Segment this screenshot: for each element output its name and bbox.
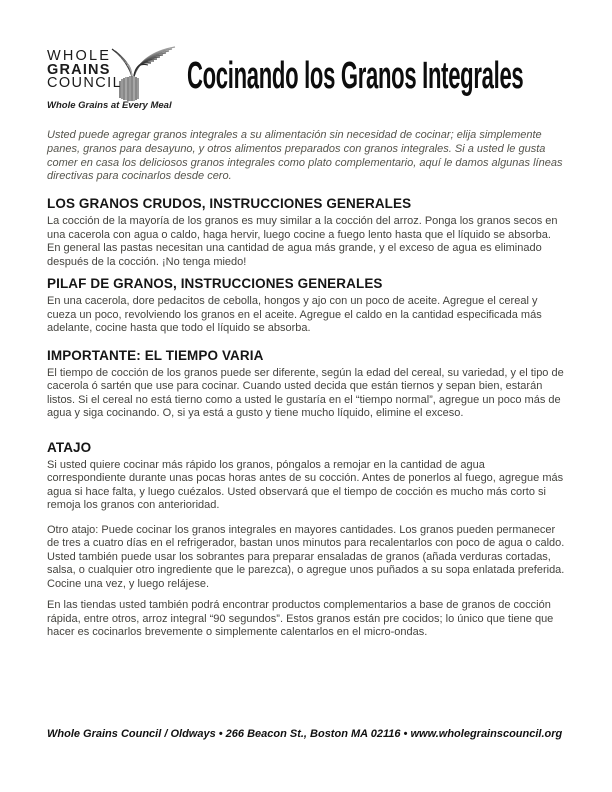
section-body-pilaf: En una cacerola, dore pedacitos de cebolla, hongos y ajo con un poco de aceite. Agregue el cereal y cueza un poco, revolviendo los granos en el aceite. Agregue el caldo en la cantidad especificada más adelante, cocine hasta que todo el líquido se absorba. — [47, 295, 542, 335]
section-heading-pilaf: PILAF DE GRANOS, INSTRUCCIONES GENERALES — [47, 276, 383, 292]
section-heading-granos-crudos: LOS GRANOS CRUDOS, INSTRUCCIONES GENERALES — [47, 196, 412, 212]
section-body-tiempo-varia: El tiempo de cocción de los granos puede ser diferente, según la edad del cereal, su variedad, y el tipo de cacerola ó sartén que use para cocinar. Cuando usted decida que están tiernos y sepan bien, estarán listos. Si el cereal no está tierno como a usted le gustaría en el “tiempo normal”, agregue un poco más de agua y siga cocinando. O, si ya está a gusto y tiene mucho líquido, elimine el exceso. — [47, 366, 564, 420]
section-body-granos-crudos: La cocción de la mayoría de los granos es muy similar a la cocción del arroz. Ponga los granos secos en una cacerola con agua o caldo, haga hervir, luego cocine a fuego lento hasta que el líquido se absorba. En general las pastas necesitan una cantidad de agua más grande, y el exceso de agua es eliminado después de la cocción. ¡No tenga miedo! — [47, 215, 558, 268]
logo-tagline: Whole Grains at Every Meal — [47, 100, 172, 111]
footer-address: Whole Grains Council / Oldways • 266 Beacon St., Boston MA 02116 • www.wholegrainscouncil.org — [47, 728, 563, 740]
whole-grains-council-logo — [47, 46, 181, 114]
section-body-atajo: Si usted quiere cocinar más rápido los granos, póngalos a remojar en la cantidad de agua correspondiente durante unas pocas horas antes de su cocción. Antes de ponerlos al fuego, agregue más agua si hace falta, y luego cuézalos. Usted observará que el tiempo de cocción es mucho más corto si remoja los granos con anterioridad. — [47, 458, 564, 512]
section-heading-atajo: ATAJO — [47, 439, 92, 455]
paragraph-otro-atajo: Otro atajo: Puede cocinar los granos integrales en mayores cantidades. Los granos pueden permanecer de tres a cuatro días en el refrigerador, bastan unos minutos para recalentarlos con poco de agua o caldo. Usted también puede usar los sobrantes para preparar ensaladas de granos (añada verduras cortadas, salsa, o cualquier otro ingrediente que le parezca), o agregue unos puñados a su sopa enlatada preferida. Cocine una vez, y luego relájese. — [47, 523, 565, 590]
section-heading-tiempo-varia: IMPORTANTE: EL TIEMPO VARIA — [47, 347, 264, 363]
intro-paragraph: Usted puede agregar granos integrales a su alimentación sin necesidad de cocinar; elija simplemente panes, granos para desayuno, y otros alimentos preparados con granos integrales. Si a usted le gusta comer en casa los deliciosos granos integrales como plato complementario, aquí le damos algunas líneas directivas para cocinarlos desde cero. — [47, 129, 563, 183]
logo-word-council: COUNCIL — [47, 75, 123, 91]
paragraph-tiendas: En las tiendas usted también podrá encontrar productos complementarios a base de granos de cocción rápida, entre otros, arroz integral “90 segundos”. Estos granos están pre cocidos; lo único que tiene que hacer es cocinarlos brevemente o simplemente calentarlos en el micro-ondas. — [47, 599, 554, 639]
logo-word-grains: GRAINS — [47, 61, 111, 78]
page-title: Cocinando los Granos Integrales — [187, 55, 524, 97]
logo-word-whole: WHOLE — [47, 48, 112, 64]
document-body — [47, 129, 565, 640]
wheat-sheaf-icon — [111, 46, 177, 102]
